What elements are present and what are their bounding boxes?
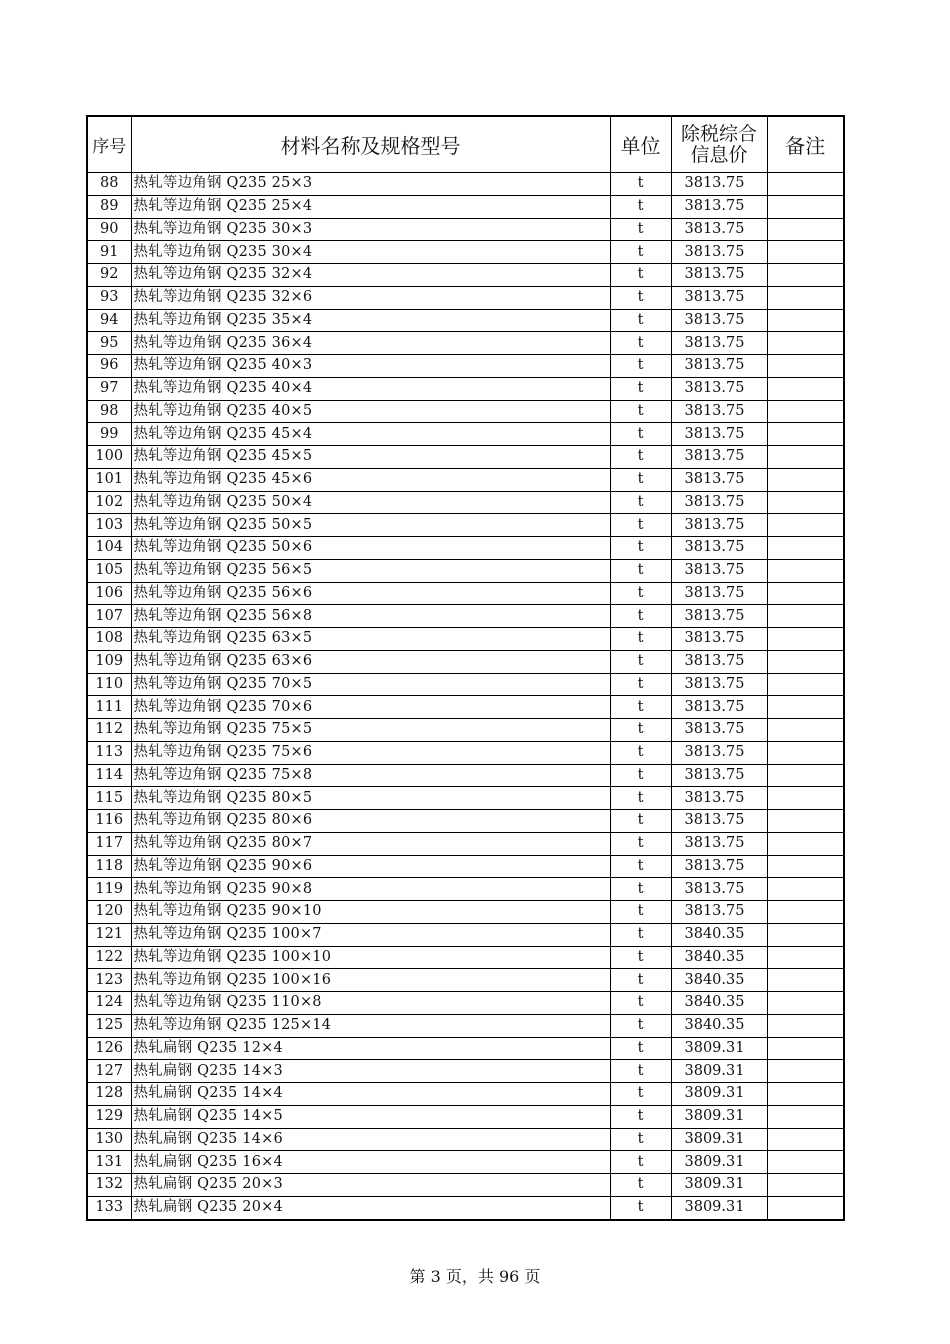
cell-name: 热轧等边角钢 Q235 45×6 bbox=[131, 468, 610, 491]
cell-unit: t bbox=[610, 582, 671, 605]
cell-unit: t bbox=[610, 923, 671, 946]
cell-seq: 109 bbox=[87, 650, 131, 673]
cell-name: 热轧等边角钢 Q235 30×4 bbox=[131, 241, 610, 264]
cell-unit: t bbox=[610, 264, 671, 287]
table-row bbox=[87, 628, 844, 651]
cell-seq: 111 bbox=[87, 696, 131, 719]
cell-price: 3813.75 bbox=[671, 400, 767, 423]
cell-seq: 117 bbox=[87, 832, 131, 855]
cell-name: 热轧扁钢 Q235 20×4 bbox=[131, 1196, 610, 1219]
cell-note bbox=[767, 719, 844, 742]
cell-name: 热轧等边角钢 Q235 35×4 bbox=[131, 309, 610, 332]
cell-price: 3813.75 bbox=[671, 764, 767, 787]
cell-unit: t bbox=[610, 332, 671, 355]
table-row bbox=[87, 514, 844, 537]
cell-note bbox=[767, 377, 844, 400]
cell-note bbox=[767, 582, 844, 605]
cell-seq: 120 bbox=[87, 901, 131, 924]
cell-seq: 98 bbox=[87, 400, 131, 423]
cell-seq: 113 bbox=[87, 741, 131, 764]
cell-seq: 105 bbox=[87, 559, 131, 582]
cell-note bbox=[767, 901, 844, 924]
table-row bbox=[87, 241, 844, 264]
table-row bbox=[87, 491, 844, 514]
cell-name: 热轧等边角钢 Q235 40×4 bbox=[131, 377, 610, 400]
cell-seq: 114 bbox=[87, 764, 131, 787]
cell-price: 3813.75 bbox=[671, 810, 767, 833]
cell-seq: 115 bbox=[87, 787, 131, 810]
table-row bbox=[87, 1105, 844, 1128]
table-row bbox=[87, 309, 844, 332]
table-row bbox=[87, 810, 844, 833]
table-row bbox=[87, 286, 844, 309]
cell-price: 3813.75 bbox=[671, 582, 767, 605]
cell-note bbox=[767, 286, 844, 309]
cell-unit: t bbox=[610, 173, 671, 196]
table-row bbox=[87, 1037, 844, 1060]
cell-unit: t bbox=[610, 764, 671, 787]
cell-price: 3813.75 bbox=[671, 446, 767, 469]
cell-note bbox=[767, 673, 844, 696]
cell-price: 3813.75 bbox=[671, 673, 767, 696]
cell-seq: 121 bbox=[87, 923, 131, 946]
cell-note bbox=[767, 605, 844, 628]
cell-price: 3813.75 bbox=[671, 468, 767, 491]
cell-price: 3813.75 bbox=[671, 377, 767, 400]
cell-note bbox=[767, 946, 844, 969]
cell-seq: 101 bbox=[87, 468, 131, 491]
cell-note bbox=[767, 855, 844, 878]
table-row bbox=[87, 559, 844, 582]
cell-seq: 125 bbox=[87, 1014, 131, 1037]
cell-name: 热轧等边角钢 Q235 75×6 bbox=[131, 741, 610, 764]
cell-name: 热轧等边角钢 Q235 100×10 bbox=[131, 946, 610, 969]
cell-seq: 96 bbox=[87, 355, 131, 378]
cell-name: 热轧等边角钢 Q235 56×8 bbox=[131, 605, 610, 628]
table-row bbox=[87, 173, 844, 196]
cell-seq: 128 bbox=[87, 1083, 131, 1106]
table-row bbox=[87, 946, 844, 969]
cell-price: 3813.75 bbox=[671, 264, 767, 287]
cell-unit: t bbox=[610, 628, 671, 651]
cell-unit: t bbox=[610, 650, 671, 673]
table-row bbox=[87, 1014, 844, 1037]
cell-seq: 106 bbox=[87, 582, 131, 605]
cell-note bbox=[767, 514, 844, 537]
table-row bbox=[87, 650, 844, 673]
cell-unit: t bbox=[610, 1151, 671, 1174]
cell-price: 3809.31 bbox=[671, 1083, 767, 1106]
cell-note bbox=[767, 1083, 844, 1106]
cell-price: 3840.35 bbox=[671, 969, 767, 992]
cell-note bbox=[767, 264, 844, 287]
cell-note bbox=[767, 1037, 844, 1060]
cell-unit: t bbox=[610, 559, 671, 582]
cell-note bbox=[767, 332, 844, 355]
cell-unit: t bbox=[610, 855, 671, 878]
cell-name: 热轧等边角钢 Q235 56×6 bbox=[131, 582, 610, 605]
cell-price: 3813.75 bbox=[671, 696, 767, 719]
cell-seq: 97 bbox=[87, 377, 131, 400]
cell-note bbox=[767, 195, 844, 218]
cell-unit: t bbox=[610, 969, 671, 992]
cell-seq: 104 bbox=[87, 537, 131, 560]
cell-price: 3813.75 bbox=[671, 195, 767, 218]
cell-unit: t bbox=[610, 1083, 671, 1106]
cell-note bbox=[767, 446, 844, 469]
cell-unit: t bbox=[610, 537, 671, 560]
cell-name: 热轧扁钢 Q235 16×4 bbox=[131, 1151, 610, 1174]
cell-unit: t bbox=[610, 468, 671, 491]
cell-name: 热轧等边角钢 Q235 110×8 bbox=[131, 992, 610, 1015]
cell-price: 3813.75 bbox=[671, 309, 767, 332]
cell-note bbox=[767, 423, 844, 446]
cell-name: 热轧等边角钢 Q235 125×14 bbox=[131, 1014, 610, 1037]
cell-price: 3813.75 bbox=[671, 423, 767, 446]
cell-note bbox=[767, 628, 844, 651]
cell-seq: 95 bbox=[87, 332, 131, 355]
table-body bbox=[87, 173, 844, 1220]
table-row bbox=[87, 446, 844, 469]
table-row bbox=[87, 218, 844, 241]
table-row bbox=[87, 605, 844, 628]
cell-unit: t bbox=[610, 696, 671, 719]
header-seq: 序号 bbox=[87, 116, 131, 173]
cell-unit: t bbox=[610, 286, 671, 309]
cell-name: 热轧扁钢 Q235 14×3 bbox=[131, 1060, 610, 1083]
table-row bbox=[87, 195, 844, 218]
cell-unit: t bbox=[610, 355, 671, 378]
cell-note bbox=[767, 1174, 844, 1197]
cell-note bbox=[767, 309, 844, 332]
cell-name: 热轧等边角钢 Q235 45×5 bbox=[131, 446, 610, 469]
cell-seq: 127 bbox=[87, 1060, 131, 1083]
table-row bbox=[87, 719, 844, 742]
header-note: 备注 bbox=[767, 116, 844, 173]
cell-unit: t bbox=[610, 195, 671, 218]
cell-price: 3809.31 bbox=[671, 1037, 767, 1060]
cell-name: 热轧等边角钢 Q235 25×3 bbox=[131, 173, 610, 196]
cell-unit: t bbox=[610, 1014, 671, 1037]
header-price bbox=[671, 116, 767, 173]
cell-note bbox=[767, 559, 844, 582]
cell-seq: 118 bbox=[87, 855, 131, 878]
cell-name: 热轧等边角钢 Q235 63×5 bbox=[131, 628, 610, 651]
cell-seq: 93 bbox=[87, 286, 131, 309]
cell-price: 3840.35 bbox=[671, 923, 767, 946]
cell-unit: t bbox=[610, 1105, 671, 1128]
cell-seq: 103 bbox=[87, 514, 131, 537]
cell-price: 3813.75 bbox=[671, 241, 767, 264]
cell-unit: t bbox=[610, 1128, 671, 1151]
cell-price: 3809.31 bbox=[671, 1174, 767, 1197]
cell-price: 3813.75 bbox=[671, 173, 767, 196]
cell-seq: 91 bbox=[87, 241, 131, 264]
cell-note bbox=[767, 355, 844, 378]
table-row bbox=[87, 855, 844, 878]
cell-name: 热轧等边角钢 Q235 70×5 bbox=[131, 673, 610, 696]
cell-unit: t bbox=[610, 992, 671, 1015]
cell-seq: 108 bbox=[87, 628, 131, 651]
cell-seq: 107 bbox=[87, 605, 131, 628]
cell-note bbox=[767, 810, 844, 833]
table-row bbox=[87, 1174, 844, 1197]
cell-note bbox=[767, 218, 844, 241]
cell-unit: t bbox=[610, 1060, 671, 1083]
cell-unit: t bbox=[610, 719, 671, 742]
cell-unit: t bbox=[610, 787, 671, 810]
cell-seq: 123 bbox=[87, 969, 131, 992]
table-row bbox=[87, 264, 844, 287]
cell-price: 3809.31 bbox=[671, 1196, 767, 1219]
cell-seq: 132 bbox=[87, 1174, 131, 1197]
cell-price: 3813.75 bbox=[671, 286, 767, 309]
cell-name: 热轧等边角钢 Q235 63×6 bbox=[131, 650, 610, 673]
cell-name: 热轧等边角钢 Q235 40×5 bbox=[131, 400, 610, 423]
cell-price: 3813.75 bbox=[671, 787, 767, 810]
cell-name: 热轧等边角钢 Q235 80×5 bbox=[131, 787, 610, 810]
table-row bbox=[87, 969, 844, 992]
cell-price: 3813.75 bbox=[671, 719, 767, 742]
cell-price: 3813.75 bbox=[671, 832, 767, 855]
table-row bbox=[87, 832, 844, 855]
cell-seq: 88 bbox=[87, 173, 131, 196]
cell-seq: 130 bbox=[87, 1128, 131, 1151]
cell-price: 3813.75 bbox=[671, 559, 767, 582]
table-row bbox=[87, 1151, 844, 1174]
cell-unit: t bbox=[610, 741, 671, 764]
price-table-container bbox=[86, 115, 843, 1221]
cell-name: 热轧等边角钢 Q235 90×6 bbox=[131, 855, 610, 878]
cell-unit: t bbox=[610, 446, 671, 469]
cell-name: 热轧等边角钢 Q235 50×5 bbox=[131, 514, 610, 537]
page-footer: 第 3 页，共 96 页 bbox=[409, 1267, 541, 1286]
cell-seq: 89 bbox=[87, 195, 131, 218]
cell-note bbox=[767, 992, 844, 1015]
cell-note bbox=[767, 241, 844, 264]
cell-price: 3813.75 bbox=[671, 628, 767, 651]
cell-price: 3813.75 bbox=[671, 355, 767, 378]
cell-note bbox=[767, 1014, 844, 1037]
table-row bbox=[87, 741, 844, 764]
cell-seq: 119 bbox=[87, 878, 131, 901]
cell-price: 3809.31 bbox=[671, 1060, 767, 1083]
cell-unit: t bbox=[610, 1037, 671, 1060]
cell-seq: 126 bbox=[87, 1037, 131, 1060]
cell-seq: 92 bbox=[87, 264, 131, 287]
cell-name: 热轧等边角钢 Q235 75×8 bbox=[131, 764, 610, 787]
cell-name: 热轧等边角钢 Q235 32×4 bbox=[131, 264, 610, 287]
cell-name: 热轧等边角钢 Q235 45×4 bbox=[131, 423, 610, 446]
cell-name: 热轧等边角钢 Q235 80×7 bbox=[131, 832, 610, 855]
cell-unit: t bbox=[610, 423, 671, 446]
cell-name: 热轧等边角钢 Q235 80×6 bbox=[131, 810, 610, 833]
cell-name: 热轧扁钢 Q235 20×3 bbox=[131, 1174, 610, 1197]
cell-price: 3813.75 bbox=[671, 855, 767, 878]
cell-price: 3813.75 bbox=[671, 332, 767, 355]
cell-seq: 112 bbox=[87, 719, 131, 742]
header-price-line1: 除税综合 bbox=[680, 122, 757, 145]
cell-name: 热轧扁钢 Q235 14×4 bbox=[131, 1083, 610, 1106]
table-row bbox=[87, 1196, 844, 1219]
cell-note bbox=[767, 491, 844, 514]
cell-name: 热轧等边角钢 Q235 50×6 bbox=[131, 537, 610, 560]
cell-price: 3809.31 bbox=[671, 1128, 767, 1151]
table-row bbox=[87, 673, 844, 696]
cell-unit: t bbox=[610, 309, 671, 332]
cell-note bbox=[767, 878, 844, 901]
cell-price: 3813.75 bbox=[671, 537, 767, 560]
cell-unit: t bbox=[610, 218, 671, 241]
header-name: 材料名称及规格型号 bbox=[131, 116, 610, 173]
table-header-row bbox=[87, 116, 844, 173]
cell-name: 热轧等边角钢 Q235 36×4 bbox=[131, 332, 610, 355]
cell-note bbox=[767, 537, 844, 560]
cell-unit: t bbox=[610, 832, 671, 855]
cell-price: 3813.75 bbox=[671, 901, 767, 924]
cell-note bbox=[767, 1105, 844, 1128]
cell-seq: 110 bbox=[87, 673, 131, 696]
table-row bbox=[87, 537, 844, 560]
cell-note bbox=[767, 764, 844, 787]
cell-unit: t bbox=[610, 1174, 671, 1197]
cell-name: 热轧扁钢 Q235 12×4 bbox=[131, 1037, 610, 1060]
cell-unit: t bbox=[610, 810, 671, 833]
cell-price: 3813.75 bbox=[671, 514, 767, 537]
cell-unit: t bbox=[610, 514, 671, 537]
table-row bbox=[87, 1083, 844, 1106]
cell-unit: t bbox=[610, 400, 671, 423]
table-row bbox=[87, 1060, 844, 1083]
cell-name: 热轧等边角钢 Q235 90×10 bbox=[131, 901, 610, 924]
cell-price: 3813.75 bbox=[671, 218, 767, 241]
cell-unit: t bbox=[610, 901, 671, 924]
cell-unit: t bbox=[610, 878, 671, 901]
cell-price: 3840.35 bbox=[671, 1014, 767, 1037]
cell-price: 3813.75 bbox=[671, 605, 767, 628]
cell-seq: 100 bbox=[87, 446, 131, 469]
cell-seq: 124 bbox=[87, 992, 131, 1015]
header-unit: 单位 bbox=[610, 116, 671, 173]
cell-note bbox=[767, 741, 844, 764]
cell-seq: 90 bbox=[87, 218, 131, 241]
cell-note bbox=[767, 923, 844, 946]
table-row bbox=[87, 787, 844, 810]
cell-name: 热轧等边角钢 Q235 30×3 bbox=[131, 218, 610, 241]
cell-note bbox=[767, 696, 844, 719]
cell-note bbox=[767, 1128, 844, 1151]
cell-seq: 102 bbox=[87, 491, 131, 514]
cell-seq: 133 bbox=[87, 1196, 131, 1219]
cell-price: 3809.31 bbox=[671, 1105, 767, 1128]
cell-name: 热轧扁钢 Q235 14×6 bbox=[131, 1128, 610, 1151]
table-row bbox=[87, 901, 844, 924]
cell-seq: 99 bbox=[87, 423, 131, 446]
cell-note bbox=[767, 1196, 844, 1219]
table-row bbox=[87, 355, 844, 378]
cell-note bbox=[767, 832, 844, 855]
cell-price: 3840.35 bbox=[671, 946, 767, 969]
table-row bbox=[87, 400, 844, 423]
cell-price: 3809.31 bbox=[671, 1151, 767, 1174]
cell-price: 3813.75 bbox=[671, 650, 767, 673]
cell-note bbox=[767, 1060, 844, 1083]
cell-price: 3840.35 bbox=[671, 992, 767, 1015]
cell-unit: t bbox=[610, 377, 671, 400]
table-row bbox=[87, 923, 844, 946]
table-row bbox=[87, 1128, 844, 1151]
table-row bbox=[87, 992, 844, 1015]
cell-unit: t bbox=[610, 946, 671, 969]
cell-note bbox=[767, 400, 844, 423]
cell-name: 热轧等边角钢 Q235 90×8 bbox=[131, 878, 610, 901]
material-price-table bbox=[86, 115, 845, 1221]
cell-seq: 94 bbox=[87, 309, 131, 332]
cell-unit: t bbox=[610, 673, 671, 696]
table-row bbox=[87, 878, 844, 901]
cell-name: 热轧等边角钢 Q235 40×3 bbox=[131, 355, 610, 378]
table-row bbox=[87, 377, 844, 400]
cell-price: 3813.75 bbox=[671, 491, 767, 514]
cell-note bbox=[767, 173, 844, 196]
cell-note bbox=[767, 969, 844, 992]
cell-price: 3813.75 bbox=[671, 741, 767, 764]
table-row bbox=[87, 696, 844, 719]
table-row bbox=[87, 582, 844, 605]
header-price-line2: 信息价 bbox=[690, 143, 748, 166]
cell-name: 热轧等边角钢 Q235 50×4 bbox=[131, 491, 610, 514]
cell-note bbox=[767, 1151, 844, 1174]
table-row bbox=[87, 468, 844, 491]
cell-name: 热轧等边角钢 Q235 56×5 bbox=[131, 559, 610, 582]
cell-price: 3813.75 bbox=[671, 878, 767, 901]
cell-unit: t bbox=[610, 605, 671, 628]
cell-note bbox=[767, 787, 844, 810]
cell-unit: t bbox=[610, 1196, 671, 1219]
cell-seq: 116 bbox=[87, 810, 131, 833]
cell-seq: 122 bbox=[87, 946, 131, 969]
table-row bbox=[87, 332, 844, 355]
cell-name: 热轧等边角钢 Q235 32×6 bbox=[131, 286, 610, 309]
cell-name: 热轧等边角钢 Q235 70×6 bbox=[131, 696, 610, 719]
cell-note bbox=[767, 650, 844, 673]
cell-name: 热轧等边角钢 Q235 25×4 bbox=[131, 195, 610, 218]
cell-seq: 131 bbox=[87, 1151, 131, 1174]
table-row bbox=[87, 423, 844, 446]
cell-unit: t bbox=[610, 241, 671, 264]
cell-name: 热轧等边角钢 Q235 100×7 bbox=[131, 923, 610, 946]
cell-name: 热轧扁钢 Q235 14×5 bbox=[131, 1105, 610, 1128]
cell-seq: 129 bbox=[87, 1105, 131, 1128]
cell-note bbox=[767, 468, 844, 491]
cell-name: 热轧等边角钢 Q235 100×16 bbox=[131, 969, 610, 992]
cell-name: 热轧等边角钢 Q235 75×5 bbox=[131, 719, 610, 742]
table-row bbox=[87, 764, 844, 787]
cell-unit: t bbox=[610, 491, 671, 514]
